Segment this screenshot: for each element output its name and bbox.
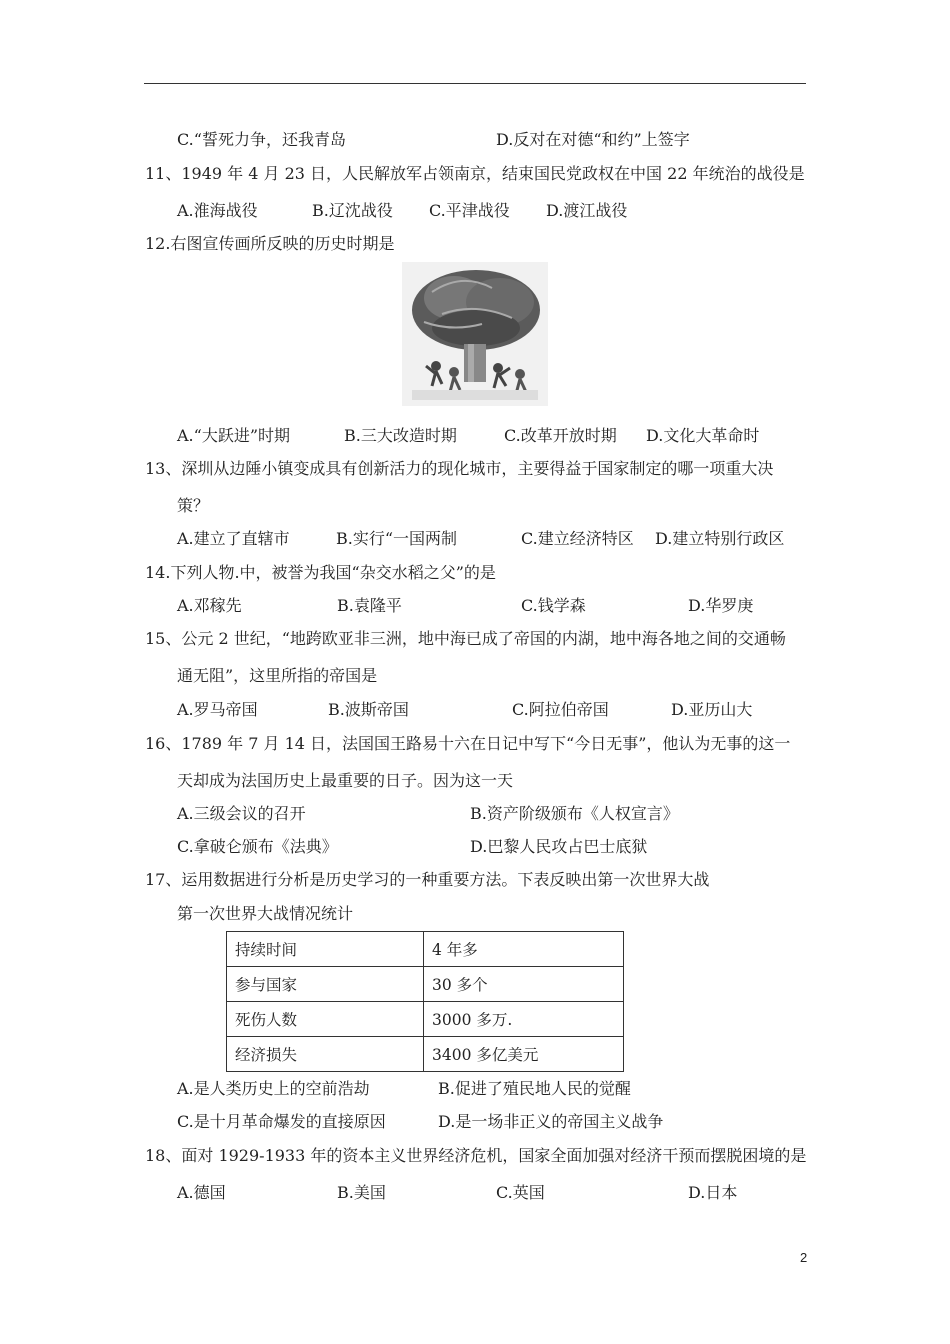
q10-option-d: D.反对在对德“和约”上签字 bbox=[496, 130, 690, 149]
table-cell-label: 持续时间 bbox=[227, 932, 424, 967]
q13-stem-line2: 策？ bbox=[177, 496, 210, 515]
table-cell-label: 死伤人数 bbox=[227, 1002, 424, 1037]
q12-stem: 12.右图宣传画所反映的历史时期是 bbox=[145, 234, 395, 253]
q15-stem-line2: 通无阻”，这里所指的帝国是 bbox=[177, 666, 378, 685]
q12-option-a: A.“大跃进”时期 bbox=[177, 426, 291, 445]
table-cell-value: 30 多个 bbox=[424, 967, 624, 1002]
table-cell-value: 4 年多 bbox=[424, 932, 624, 967]
ww1-statistics-table bbox=[226, 931, 624, 1072]
q14-option-c: C.钱学森 bbox=[521, 596, 586, 615]
table-cell-label: 参与国家 bbox=[227, 967, 424, 1002]
page-number: 2 bbox=[800, 1250, 808, 1265]
q15-option-a: A.罗马帝国 bbox=[177, 700, 258, 719]
header-rule bbox=[144, 83, 806, 84]
q16-stem-line2: 天却成为法国历史上最重要的日子。因为这一天 bbox=[177, 771, 514, 790]
q14-option-d: D.华罗庚 bbox=[688, 596, 754, 615]
q13-stem-line1: 13、深圳从边陲小镇变成具有创新活力的现化城市，主要得益于国家制定的哪一项重大决 bbox=[145, 459, 774, 478]
q15-option-b: B.波斯帝国 bbox=[328, 700, 409, 719]
q17-table-title: 第一次世界大战情况统计 bbox=[177, 904, 354, 923]
q17-option-c: C.是十月革命爆发的直接原因 bbox=[177, 1112, 386, 1131]
q18-option-b: B.美国 bbox=[337, 1183, 386, 1202]
q15-option-d: D.亚历山大 bbox=[671, 700, 753, 719]
q10-option-c: C.“誓死力争，还我青岛 bbox=[177, 130, 346, 149]
q11-stem: 11、1949 年 4 月 23 日，人民解放军占领南京，结束国民党政权在中国 22 年统治的战役是 bbox=[145, 164, 805, 183]
q13-option-a: A.建立了直辖市 bbox=[177, 529, 290, 548]
table-cell-label: 经济损失 bbox=[227, 1037, 424, 1072]
q13-option-d: D.建立特别行政区 bbox=[655, 529, 785, 548]
table-row bbox=[227, 1037, 624, 1072]
q16-option-c: C.拿破仑颁布《法典》 bbox=[177, 837, 338, 856]
q18-option-c: C.英国 bbox=[496, 1183, 545, 1202]
q17-option-b: B.促进了殖民地人民的觉醒 bbox=[438, 1079, 631, 1098]
q13-option-b: B.实行“一国两制 bbox=[336, 529, 458, 548]
q15-stem-line1: 15、公元 2 世纪，“地跨欧亚非三洲，地中海已成了帝国的内湖，地中海各地之间的交通畅 bbox=[145, 629, 786, 648]
table-cell-value: 3400 多亿美元 bbox=[424, 1037, 624, 1072]
q11-option-c: C.平津战役 bbox=[429, 201, 510, 220]
q18-option-a: A.德国 bbox=[177, 1183, 226, 1202]
table-cell-value: 3000 多万. bbox=[424, 1002, 624, 1037]
table-row bbox=[227, 1002, 624, 1037]
q17-option-d: D.是一场非正义的帝国主义战争 bbox=[438, 1112, 664, 1131]
q14-option-b: B.袁隆平 bbox=[337, 596, 402, 615]
q12-option-b: B.三大改造时期 bbox=[344, 426, 457, 445]
q11-option-d: D.渡江战役 bbox=[546, 201, 628, 220]
q15-option-c: C.阿拉伯帝国 bbox=[512, 700, 609, 719]
q17-stem: 17、运用数据进行分析是历史学习的一种重要方法。下表反映出第一次世界大战 bbox=[145, 870, 710, 889]
table-row bbox=[227, 967, 624, 1002]
q13-option-c: C.建立经济特区 bbox=[521, 529, 634, 548]
q16-option-d: D.巴黎人民攻占巴士底狱 bbox=[470, 837, 648, 856]
q16-stem-line1: 16、1789 年 7 月 14 日，法国国王路易十六在日记中写下“今日无事”，他认为无事的这一 bbox=[145, 734, 791, 753]
q16-option-b: B.资产阶级颁布《人权宣言》 bbox=[470, 804, 679, 823]
q16-option-a: A.三级会议的召开 bbox=[177, 804, 306, 823]
q14-option-a: A.邓稼先 bbox=[177, 596, 242, 615]
q18-stem: 18、面对 1929-1933 年的资本主义世界经济危机，国家全面加强对经济干预而摆脱困境的是 bbox=[145, 1146, 807, 1165]
q12-option-d: D.文化大革命时 bbox=[646, 426, 760, 445]
propaganda-poster-image bbox=[402, 262, 548, 406]
q11-option-a: A.淮海战役 bbox=[177, 201, 258, 220]
q14-stem: 14.下列人物.中，被誉为我国“杂交水稻之父”的是 bbox=[145, 563, 496, 582]
q12-option-c: C.改革开放时期 bbox=[504, 426, 617, 445]
q17-option-a: A.是人类历史上的空前浩劫 bbox=[177, 1079, 370, 1098]
q11-option-b: B.辽沈战役 bbox=[312, 201, 393, 220]
q18-option-d: D.日本 bbox=[688, 1183, 738, 1202]
table-row bbox=[227, 932, 624, 967]
